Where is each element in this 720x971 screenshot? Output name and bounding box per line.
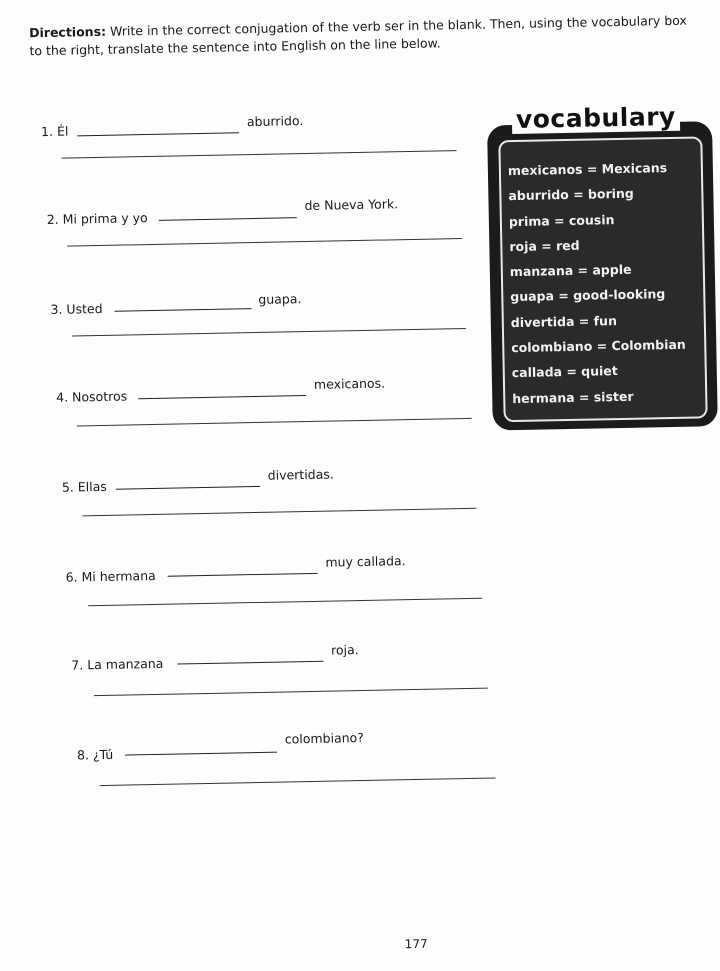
- item-subject: Él: [56, 123, 69, 139]
- vocab-entry: guapa = good-looking: [510, 286, 666, 305]
- conjugation-blank-2[interactable]: [159, 217, 297, 221]
- exercise-item-5: [62, 479, 107, 495]
- exercise-item-8: [77, 747, 114, 763]
- exercise-item-6: [65, 568, 155, 585]
- item-subject: Nosotros: [71, 388, 128, 405]
- item-ending-6: muy callada.: [325, 553, 406, 570]
- conjugation-blank-1[interactable]: [77, 132, 239, 136]
- item-number: 2.: [46, 211, 59, 227]
- conjugation-blank-6[interactable]: [168, 573, 318, 577]
- exercise-item-4: [56, 388, 127, 404]
- directions-text: Write in the correct conjugation of the verb ser in the blank. Then, using the vocabulary box to the right, translate the sentence into English on the line below.: [29, 12, 688, 59]
- exercise-item-2: [47, 210, 148, 227]
- exercise-item-3: [50, 301, 102, 317]
- conjugation-blank-3[interactable]: [115, 308, 252, 312]
- vocab-entry: colombiano = Colombian: [511, 336, 686, 356]
- translation-line-8[interactable]: [100, 777, 496, 786]
- item-number: 1.: [40, 123, 54, 140]
- vocab-entry: manzana = apple: [509, 261, 632, 280]
- conjugation-blank-4[interactable]: [138, 395, 306, 399]
- translation-line-6[interactable]: [88, 598, 482, 607]
- item-ending-2: de Nueva York.: [304, 196, 399, 214]
- item-ending-7: roja.: [330, 642, 359, 658]
- page-number: 177: [404, 936, 428, 952]
- conjugation-blank-8[interactable]: [125, 752, 277, 756]
- item-number: 6.: [65, 569, 78, 585]
- exercise-item-1: [41, 124, 69, 140]
- item-ending-8: colombiano?: [284, 729, 364, 747]
- directions-label: Directions:: [29, 23, 107, 41]
- item-number: 8.: [76, 747, 90, 763]
- item-ending-4: mexicanos.: [313, 375, 386, 392]
- conjugation-blank-7[interactable]: [177, 661, 323, 665]
- item-number: 5.: [61, 479, 74, 495]
- item-subject: Mi prima y yo: [62, 210, 148, 227]
- item-subject: Ellas: [77, 478, 107, 495]
- translation-line-2[interactable]: [67, 238, 462, 247]
- translation-line-3[interactable]: [72, 328, 466, 337]
- vocab-entry: roja = red: [509, 237, 580, 254]
- item-subject: Mi hermana: [81, 567, 156, 585]
- vocab-entry: divertida = fun: [510, 312, 618, 330]
- translation-line-1[interactable]: [62, 150, 457, 159]
- translation-line-4[interactable]: [77, 418, 472, 427]
- vocab-entry: prima = cousin: [508, 211, 615, 229]
- item-number: 3.: [50, 301, 63, 317]
- exercise-item-7: [71, 656, 163, 673]
- directions: [29, 12, 695, 61]
- item-subject: La manzana: [87, 655, 164, 673]
- vocab-entry: mexicanos = Mexicans: [507, 160, 668, 179]
- item-subject: ¿Tú: [92, 746, 114, 763]
- vocab-entry: hermana = sister: [512, 388, 634, 406]
- item-ending-5: divertidas.: [267, 466, 334, 483]
- vocab-entry: callada = quiet: [511, 363, 618, 381]
- item-subject: Usted: [66, 300, 103, 317]
- item-ending-1: aburrido.: [246, 113, 304, 130]
- translation-line-5[interactable]: [82, 508, 476, 517]
- item-number: 4.: [56, 389, 69, 405]
- item-number: 7.: [71, 657, 84, 673]
- translation-line-7[interactable]: [94, 688, 488, 697]
- vocab-entry: aburrido = boring: [508, 186, 634, 204]
- item-ending-3: guapa.: [258, 291, 302, 307]
- vocabulary-list: [508, 157, 687, 413]
- conjugation-blank-5[interactable]: [116, 486, 260, 490]
- vocabulary-title: vocabulary: [512, 102, 680, 134]
